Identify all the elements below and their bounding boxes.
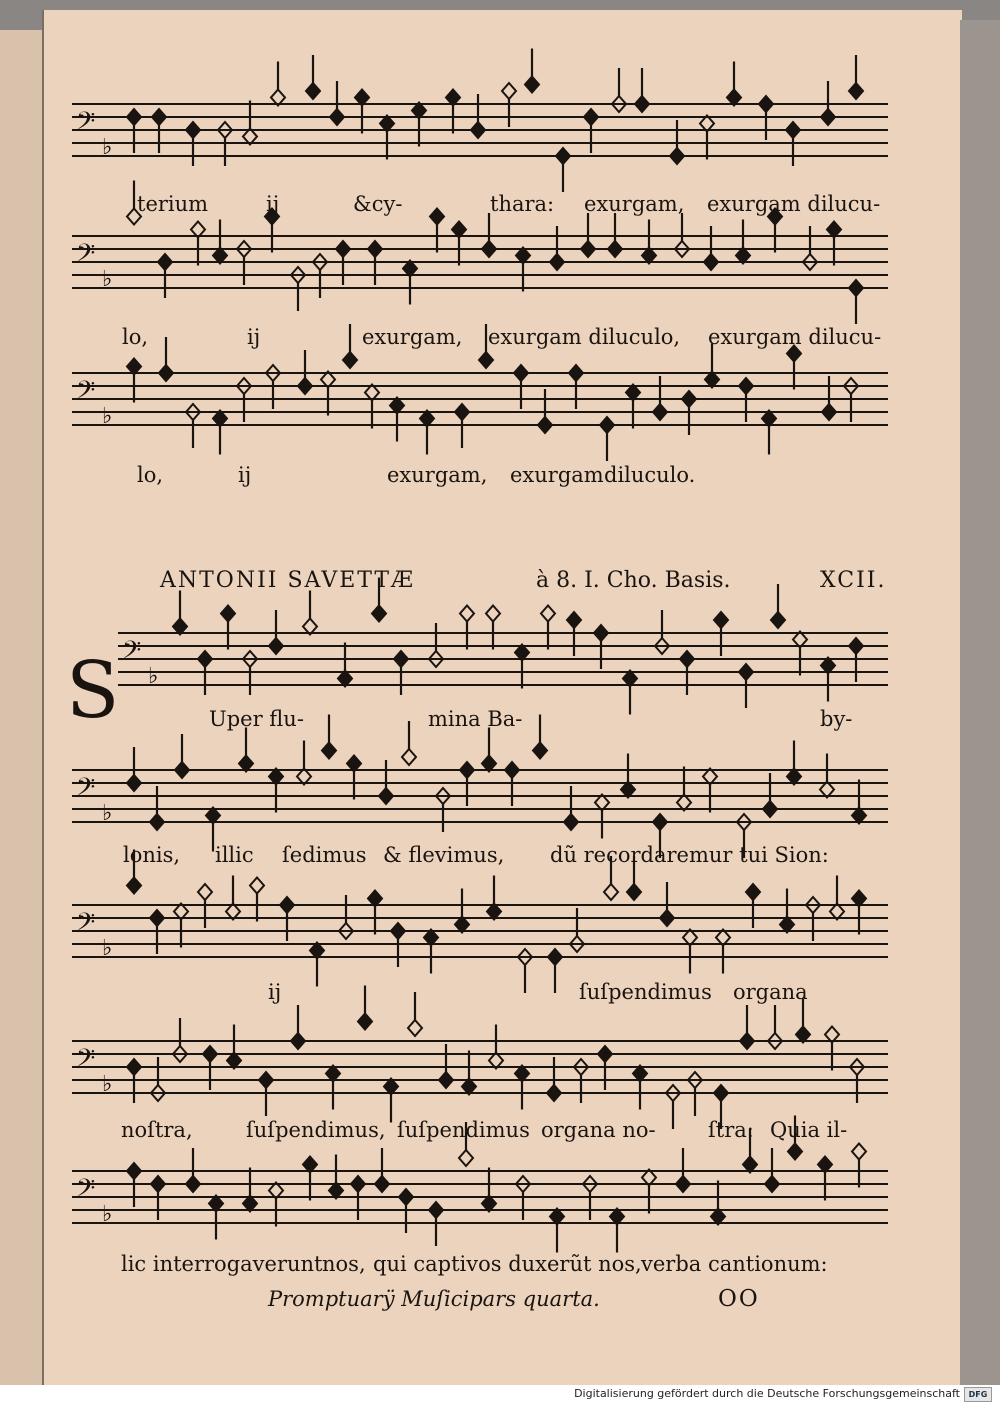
lyric-line-5-part-3: ſedimus [282,843,367,867]
note-icon [821,109,835,125]
staff-4 [118,578,888,715]
note-icon [739,378,753,394]
staff-5 [72,715,888,859]
note-icon [330,109,344,125]
piece-number: XCII. [820,568,887,593]
note-icon [763,801,777,817]
lyric-line-4-part-2: mina Ba- [428,707,523,731]
note-icon [682,391,696,407]
note-icon [608,241,622,257]
lyric-line-7-part-4: organa no- [541,1118,656,1142]
note-icon [151,1176,165,1192]
note-icon [502,83,516,99]
flat-icon: ♭ [102,801,113,826]
note-icon [186,122,200,138]
note-icon [471,122,485,138]
attribution-text: Digitalisierung gefördert durch die Deutsche Forschungsgemeinschaft [574,1387,960,1400]
dfg-logo: DFG [964,1387,992,1402]
f-clef-icon: 𝄢 [76,1174,96,1209]
note-icon [567,612,581,628]
note-icon [250,878,264,894]
lyric-line-2-part-5: exurgam dilucu- [708,325,882,349]
lyric-line-3-part-4: exurgam [510,463,604,487]
lyric-line-5-part-2: illic [215,843,254,867]
note-icon [399,1189,413,1205]
initial-capital: S [66,646,120,736]
note-icon [306,83,320,99]
note-icon [175,762,189,778]
f-clef-icon: 𝄢 [76,376,96,411]
note-icon [459,1150,473,1166]
note-icon [259,1072,273,1088]
note-icon [372,606,386,622]
note-icon [298,378,312,394]
staff-1 [72,49,888,193]
note-icon [429,1202,443,1218]
lyric-line-3-part-3: exurgam, [387,463,488,487]
note-icon [351,1176,365,1192]
note-icon [455,404,469,420]
note-icon [127,878,141,894]
f-clef-icon: 𝄢 [76,107,96,142]
staff-6 [72,850,888,994]
lyric-line-8-part-2: nos, [322,1252,366,1276]
note-icon [479,352,493,368]
note-icon [852,1144,866,1160]
note-icon [771,612,785,628]
lyric-line-1-part-2: ij [266,192,280,216]
note-icon [822,404,836,420]
lyric-line-7-part-3: ſuſpendimus [397,1118,530,1142]
note-icon [849,83,863,99]
flat-icon: ♭ [102,1072,113,1097]
note-icon [514,365,528,381]
note-icon [680,651,694,667]
note-icon [604,884,618,900]
note-icon [221,606,235,622]
note-icon [430,209,444,225]
note-icon [408,1020,422,1036]
lyric-line-5-part-1: lonis, [123,843,181,867]
note-icon [322,743,336,759]
note-icon [280,897,294,913]
lyric-line-7-part-6: Quia il- [770,1118,848,1142]
lyric-line-7-part-5: ſtra: [708,1118,754,1142]
note-icon [548,949,562,965]
note-icon [765,1176,779,1192]
lyric-line-2-part-3: exurgam, [362,325,463,349]
staff-7 [72,986,888,1130]
note-icon [598,1046,612,1062]
lyric-line-2-part-4: exurgam diluculo, [488,325,681,349]
lyric-line-4-part-1: Uper flu- [209,707,304,731]
note-icon [660,910,674,926]
flat-icon: ♭ [102,1202,113,1227]
lyric-line-7-part-1: noſtra, [121,1118,193,1142]
f-clef-icon: 𝄢 [76,1044,96,1079]
flat-icon: ♭ [102,936,113,961]
note-icon [159,365,173,381]
note-icon [291,1033,305,1049]
lyric-line-8-part-3: qui captivos duxerũt nos, [373,1252,642,1276]
note-icon [379,788,393,804]
note-icon [203,1046,217,1062]
note-icon [486,606,500,622]
note-icon [439,1072,453,1088]
lyric-line-2-part-2: ij [247,325,261,349]
f-clef-icon: 𝄢 [122,636,142,671]
lyric-line-8-part-4: verba cantionum: [641,1252,828,1276]
lyric-line-6-part-3: organa [733,980,808,1004]
note-icon [533,743,547,759]
composer-title: ANTONII SAVETTÆ [160,568,416,593]
note-icon [670,148,684,164]
lyric-line-1-part-5: exurgam, [584,192,685,216]
note-icon [150,910,164,926]
lyric-line-1-part-1: terium [137,192,209,216]
note-icon [740,1033,754,1049]
lyric-line-5-part-5: dũ recordaremur tui Sion: [550,843,829,867]
note-icon [786,122,800,138]
note-icon [525,77,539,93]
note-icon [460,606,474,622]
flat-icon: ♭ [148,664,159,689]
note-icon [460,762,474,778]
note-icon [788,1144,802,1160]
note-icon [358,1014,372,1030]
flat-icon: ♭ [102,267,113,292]
note-icon [849,280,863,296]
note-icon [849,638,863,654]
lyric-line-2-part-1: lo, [122,325,149,349]
note-icon [127,1163,141,1179]
lyric-line-4-part-3: by- [820,707,853,731]
note-icon [269,638,283,654]
lyric-line-6-part-2: ſuſpendimus [579,980,712,1004]
note-icon [569,365,583,381]
lyric-line-5-part-4: & flevimus, [383,843,505,867]
note-icon [186,1176,200,1192]
note-icon [653,814,667,830]
note-icon [150,814,164,830]
note-icon [198,884,212,900]
flat-icon: ♭ [102,404,113,429]
note-icon [394,651,408,667]
f-clef-icon: 𝄢 [76,773,96,808]
note-icon [594,625,608,641]
lyric-line-1-part-4: thara: [490,192,555,216]
note-icon [505,762,519,778]
note-icon [127,109,141,125]
note-icon [746,884,760,900]
note-icon [759,96,773,112]
lyric-line-7-part-2: ſuſpendimus, [246,1118,386,1142]
note-icon [375,1176,389,1192]
note-icon [391,923,405,939]
note-icon [550,254,564,270]
note-icon [127,775,141,791]
note-icon [556,148,570,164]
note-icon [676,1176,690,1192]
flat-icon: ♭ [102,135,113,160]
note-icon [402,749,416,765]
signature-mark: OO [718,1286,760,1312]
note-icon [336,241,350,257]
note-icon [704,254,718,270]
note-icon [564,814,578,830]
note-icon [152,109,166,125]
note-icon [541,606,555,622]
voice-label: à 8. I. Cho. Basis. [536,568,731,593]
note-icon [714,612,728,628]
note-icon [581,241,595,257]
note-icon [368,241,382,257]
note-icon [158,254,172,270]
f-clef-icon: 𝄢 [76,239,96,274]
lyric-line-1-part-3: &cy- [353,192,403,216]
note-icon [482,241,496,257]
note-icon [600,417,614,433]
f-clef-icon: 𝄢 [76,908,96,943]
lyric-line-8-part-1: lic interrogaverunt [121,1252,323,1276]
attribution-bar [0,1385,1000,1404]
lyric-line-3-part-2: ij [238,463,252,487]
note-icon [127,1059,141,1075]
note-icon [739,664,753,680]
note-icon [584,109,598,125]
lyric-line-3-part-5: diluculo. [604,463,696,487]
note-icon [653,404,667,420]
note-icon [343,352,357,368]
note-icon [627,884,641,900]
note-icon [538,417,552,433]
lyric-line-6-part-1: ij [268,980,282,1004]
note-icon [635,96,649,112]
note-icon [547,1085,561,1101]
running-footer-title: Promptuarÿ Muſicipars quarta. [268,1287,600,1311]
lyric-line-3-part-1: lo, [137,463,164,487]
note-icon [714,1085,728,1101]
note-icon [198,651,212,667]
lyric-line-1-part-6: exurgam dilucu- [707,192,881,216]
